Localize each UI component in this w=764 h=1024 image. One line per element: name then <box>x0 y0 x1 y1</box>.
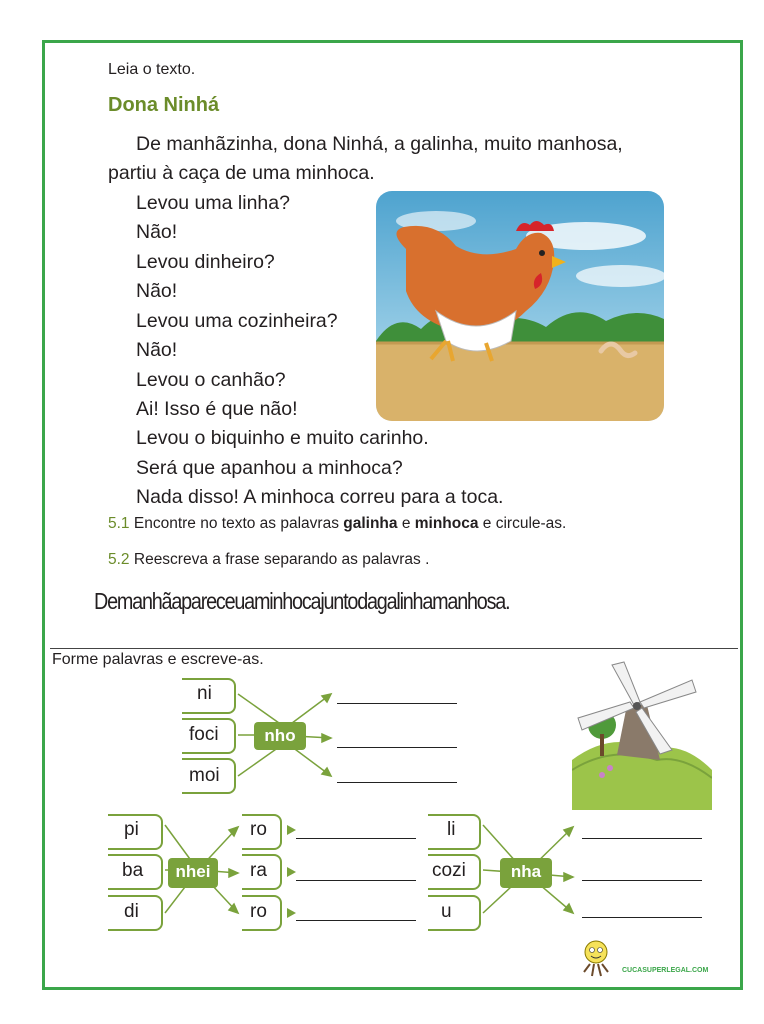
answer-line[interactable] <box>296 838 416 839</box>
syllable-li: li <box>447 819 456 840</box>
poem-line-9: Levou o canhão? <box>136 369 286 391</box>
hen-illustration <box>376 191 664 421</box>
poem-line-8: Não! <box>136 339 178 361</box>
bracket <box>242 854 282 890</box>
question-5-1 <box>108 515 566 533</box>
syllable-cozi: cozi <box>432 860 466 881</box>
syllable-ro: ro <box>250 819 267 840</box>
bracket <box>242 895 282 931</box>
windmill-illustration <box>572 660 712 810</box>
answer-line-sentence[interactable] <box>50 648 738 649</box>
question-number: 5.1 <box>108 515 130 532</box>
poem-line-11: Levou o biquinho e muito carinho. <box>136 427 429 449</box>
poem-line-1: De manhãzinha, dona Ninhá, a galinha, muito manhosa, <box>136 133 623 155</box>
bracket <box>108 895 163 931</box>
answer-line[interactable] <box>337 703 457 704</box>
answer-line[interactable] <box>296 880 416 881</box>
bracket <box>428 854 481 890</box>
poem-line-2: partiu à caça de uma minhoca. <box>108 162 375 184</box>
keyword-galinha: galinha <box>343 515 398 532</box>
bracket <box>428 814 481 850</box>
mascot-logo-icon <box>576 938 616 980</box>
poem-line-4: Não! <box>136 221 178 243</box>
answer-line[interactable] <box>582 917 702 918</box>
bracket <box>182 678 236 714</box>
bracket <box>108 854 163 890</box>
question-5-2 <box>108 551 429 569</box>
answer-line[interactable] <box>582 880 702 881</box>
instruction: Leia o texto. <box>108 61 196 78</box>
poem-title: Dona Ninhá <box>108 94 220 116</box>
syllable-ba: ba <box>122 860 144 881</box>
syllable-pi: pi <box>124 819 139 840</box>
poem-line-3: Levou uma linha? <box>136 192 290 214</box>
poem-line-12: Será que apanhou a minhoca? <box>136 457 403 479</box>
question-text: Reescreva a frase separando as palavras . <box>133 551 430 568</box>
answer-line[interactable] <box>582 838 702 839</box>
syllable-ni: ni <box>197 683 212 704</box>
poem-line-13: Nada disso! A minhoca correu para a toca. <box>136 486 504 508</box>
syllable-ro-2: ro <box>250 901 267 922</box>
answer-line[interactable] <box>337 782 457 783</box>
poem-line-6: Não! <box>136 280 178 302</box>
poem-line-5: Levou dinheiro? <box>136 251 275 273</box>
syllable-u: u <box>441 901 452 922</box>
question-text-end: e circule-as. <box>478 515 567 532</box>
syllable-ra: ra <box>250 860 267 881</box>
bracket <box>428 895 481 931</box>
keyword-minhoca: minhoca <box>414 515 479 532</box>
question-text: Encontre no texto as palavras <box>133 515 344 532</box>
answer-line[interactable] <box>296 920 416 921</box>
syllable-foci: foci <box>189 724 219 745</box>
website-logo-text: CUCASUPERLEGAL.COM <box>622 967 709 974</box>
center-syllable-nha: nha <box>500 858 552 888</box>
bracket <box>108 814 163 850</box>
joined-sentence: Demanhãapareceuaminhocajuntodagalinhamanhosa. <box>94 588 510 614</box>
answer-line[interactable] <box>337 747 457 748</box>
center-syllable-nho: nho <box>254 722 306 750</box>
poem-line-10: Ai! Isso é que não! <box>136 398 298 420</box>
poem-line-7: Levou uma cozinheira? <box>136 310 338 332</box>
question-number: 5.2 <box>108 551 130 568</box>
center-syllable-nhei: nhei <box>168 858 218 888</box>
bracket <box>242 814 282 850</box>
syllable-moi: moi <box>189 765 220 786</box>
section2-instruction: Forme palavras e escreve-as. <box>52 651 264 668</box>
arrow-heads <box>282 820 302 920</box>
bracket <box>182 758 236 794</box>
bracket <box>182 718 236 754</box>
syllable-di: di <box>124 901 139 922</box>
question-text-mid: e <box>397 515 415 532</box>
